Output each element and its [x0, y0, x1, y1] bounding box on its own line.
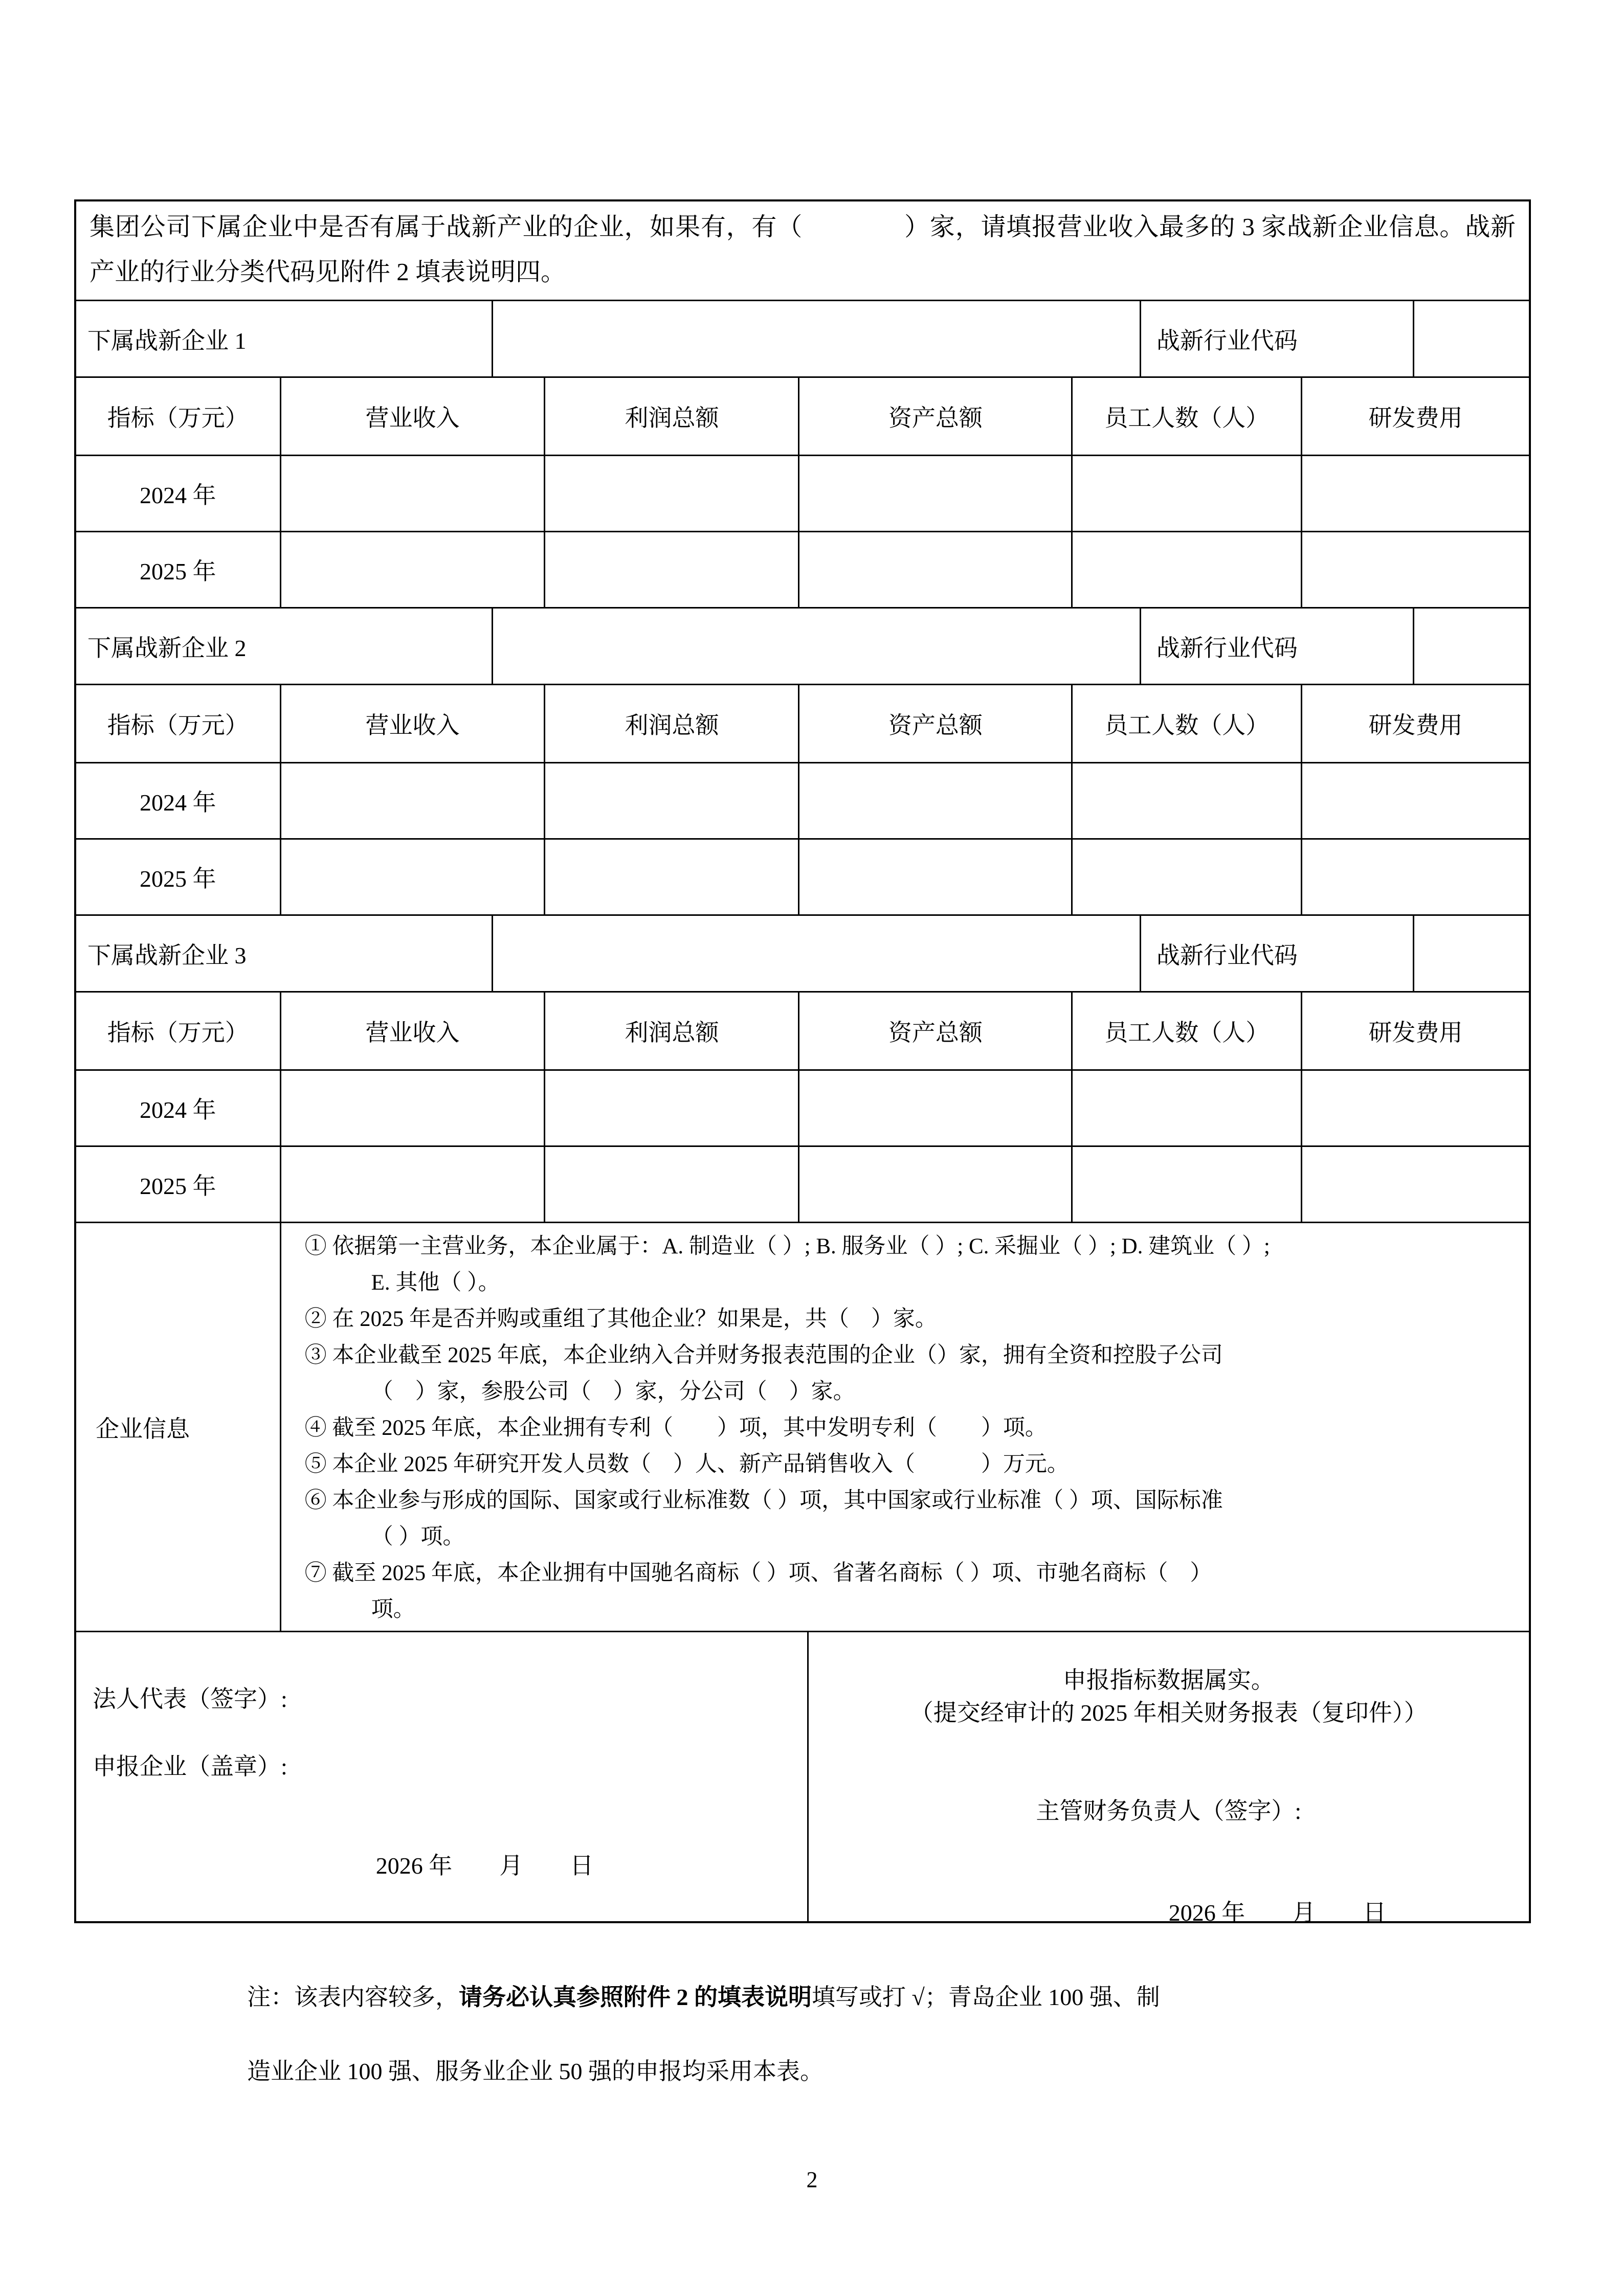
- data-cell[interactable]: [1071, 456, 1301, 531]
- revenue-header: 营业收入: [280, 378, 544, 455]
- assets-header: 资产总额: [798, 378, 1071, 455]
- industry-code-label: 战新行业代码: [1140, 916, 1413, 991]
- signature-left-cell[interactable]: [76, 1632, 807, 1921]
- footnote-line-1: [247, 1960, 1439, 2034]
- data-cell[interactable]: [544, 840, 798, 914]
- data-cell[interactable]: [280, 763, 544, 838]
- signature-row: [76, 1631, 1529, 1926]
- left-date: 2026 年 月 日: [375, 1853, 594, 1879]
- data-cell[interactable]: [798, 456, 1071, 531]
- assets-header: 资产总额: [798, 993, 1071, 1069]
- footnote: [247, 1960, 1439, 2108]
- profit-header: 利润总额: [544, 685, 798, 762]
- note-suffix: 填写或打 √；青岛企业 100 强、制: [812, 1984, 1160, 2010]
- data-cell[interactable]: [798, 840, 1071, 914]
- info-item: ③ 本企业截至 2025 年底，本企业纳入合并财务报表范围的企业（）家，拥有全资和控股子公司: [304, 1343, 1223, 1367]
- data-cell[interactable]: [280, 456, 544, 531]
- enterprise-sections: [76, 300, 1529, 1222]
- attachment-note: （提交经审计的 2025 年相关财务报表（复印件））: [909, 1700, 1428, 1726]
- company-info-row: [76, 1222, 1529, 1631]
- legal-rep-label: 法人代表（签字）:: [93, 1686, 287, 1712]
- profit-header: 利润总额: [544, 378, 798, 455]
- applicant-seal-label: 申报企业（盖章）:: [93, 1753, 287, 1780]
- data-cell[interactable]: [1301, 763, 1529, 838]
- signature-right-cell[interactable]: [807, 1632, 1529, 1926]
- data-cell[interactable]: [1301, 1071, 1529, 1145]
- enterprise-header-row: [76, 914, 1529, 991]
- data-cell[interactable]: [280, 1147, 544, 1222]
- rnd-header: 研发费用: [1301, 685, 1529, 762]
- info-item: ⑦ 截至 2025 年底，本企业拥有中国驰名商标（ ）项、省著名商标（ ）项、市驰名商标（ ）: [304, 1561, 1212, 1585]
- industry-code-blank[interactable]: [1413, 301, 1529, 376]
- footnote-line-2: 造业企业 100 强、服务业企业 50 强的申报均采用本表。: [247, 2058, 824, 2084]
- info-item-continuation: （ ）项。: [371, 1525, 465, 1549]
- industry-code-label: 战新行业代码: [1140, 609, 1413, 684]
- info-item: ⑥ 本企业参与形成的国际、国家或行业标准数（ ）项，其中国家或行业标准（ ）项、国际标准: [304, 1489, 1223, 1513]
- year-label-2024: 2024 年: [140, 482, 216, 508]
- enterprise-name-blank[interactable]: [492, 609, 1140, 684]
- industry-code-blank[interactable]: [1413, 609, 1529, 684]
- year-2025-row: [76, 838, 1529, 914]
- year-2024-row: [76, 762, 1529, 838]
- data-cell[interactable]: [280, 532, 544, 607]
- info-item-continuation: （ ）家，参股公司（ ）家，分公司（ ）家。: [371, 1380, 855, 1404]
- employees-header: 员工人数（人）: [1071, 685, 1301, 762]
- data-cell[interactable]: [798, 763, 1071, 838]
- intro-paragraph: 集团公司下属企业中是否有属于战新产业的企业，如果有，有（ ）家，请填报营业收入最多的 3 家战新企业信息。战新产业的行业分类代码见附件 2 填表说明四。: [90, 213, 1516, 286]
- info-item: ⑤ 本企业 2025 年研究开发人员数（ ）人、新产品销售收入（ ）万元。: [304, 1452, 1069, 1476]
- enterprise-name-blank[interactable]: [492, 916, 1140, 991]
- indicator-unit-header: 指标（万元）: [107, 405, 249, 431]
- data-cell[interactable]: [798, 532, 1071, 607]
- data-cell[interactable]: [544, 532, 798, 607]
- enterprise-label: 下属战新企业 3: [87, 942, 247, 969]
- indicator-unit-header: 指标（万元）: [107, 712, 249, 738]
- data-cell[interactable]: [1071, 532, 1301, 607]
- data-cell[interactable]: [544, 456, 798, 531]
- company-info-label: 企业信息: [96, 1415, 190, 1442]
- data-cell[interactable]: [1071, 1147, 1301, 1222]
- revenue-header: 营业收入: [280, 685, 544, 762]
- enterprise-label: 下属战新企业 1: [87, 327, 247, 354]
- info-item: ④ 截至 2025 年底，本企业拥有专利（ ）项，其中发明专利（ ）项。: [304, 1416, 1047, 1440]
- truth-statement: 申报指标数据属实。: [1062, 1667, 1275, 1693]
- note-bold-segment: 请务必认真参照附件 2 的填表说明: [459, 1984, 812, 2010]
- intro-row: [76, 201, 1529, 300]
- data-cell[interactable]: [544, 1071, 798, 1145]
- year-2024-row: [76, 1069, 1529, 1145]
- year-label-2025: 2025 年: [140, 866, 216, 892]
- data-cell[interactable]: [1071, 763, 1301, 838]
- data-cell[interactable]: [1301, 840, 1529, 914]
- form-table: [74, 199, 1531, 1926]
- enterprise-name-blank[interactable]: [492, 301, 1140, 376]
- company-info-content[interactable]: [280, 1223, 1529, 1631]
- year-label-2024: 2024 年: [140, 790, 216, 816]
- enterprise-header-row: [76, 300, 1529, 376]
- industry-code-label: 战新行业代码: [1140, 301, 1413, 376]
- year-label-2025: 2025 年: [140, 558, 216, 584]
- revenue-header: 营业收入: [280, 993, 544, 1069]
- data-cell[interactable]: [1301, 456, 1529, 531]
- profit-header: 利润总额: [544, 993, 798, 1069]
- page-number: 2: [806, 2167, 818, 2192]
- data-cell[interactable]: [544, 1147, 798, 1222]
- note-prefix: 注：该表内容较多，: [247, 1984, 459, 2010]
- year-2024-row: [76, 455, 1529, 531]
- rnd-header: 研发费用: [1301, 378, 1529, 455]
- info-item-continuation: E. 其他（ ）。: [371, 1271, 500, 1295]
- cfo-sign-label: 主管财务负责人（签字）:: [1036, 1798, 1302, 1824]
- data-cell[interactable]: [280, 840, 544, 914]
- data-cell[interactable]: [1301, 1147, 1529, 1222]
- data-cell[interactable]: [798, 1147, 1071, 1222]
- year-2025-row: [76, 1145, 1529, 1222]
- rnd-header: 研发费用: [1301, 993, 1529, 1069]
- data-cell[interactable]: [1071, 1071, 1301, 1145]
- metric-header-row: [76, 684, 1529, 762]
- info-item: ① 依据第一主营业务，本企业属于：A. 制造业（ ）; B. 服务业（ ）; C. 采掘业（ ）; D. 建筑业（ ）;: [304, 1234, 1270, 1258]
- data-cell[interactable]: [1301, 532, 1529, 607]
- year-label-2024: 2024 年: [140, 1097, 216, 1123]
- right-date: 2026 年 月 日: [1168, 1900, 1387, 1926]
- year-2025-row: [76, 531, 1529, 607]
- industry-code-blank[interactable]: [1413, 916, 1529, 991]
- data-cell[interactable]: [1071, 840, 1301, 914]
- metric-header-row: [76, 991, 1529, 1069]
- employees-header: 员工人数（人）: [1071, 378, 1301, 455]
- year-label-2025: 2025 年: [140, 1173, 216, 1199]
- metric-header-row: [76, 376, 1529, 455]
- data-cell[interactable]: [544, 763, 798, 838]
- info-item: ② 在 2025 年是否并购或重组了其他企业？如果是，共（ ）家。: [304, 1307, 937, 1331]
- enterprise-label: 下属战新企业 2: [87, 635, 247, 661]
- info-item-continuation: 项。: [371, 1597, 415, 1622]
- indicator-unit-header: 指标（万元）: [107, 1020, 249, 1046]
- data-cell[interactable]: [798, 1071, 1071, 1145]
- employees-header: 员工人数（人）: [1071, 993, 1301, 1069]
- assets-header: 资产总额: [798, 685, 1071, 762]
- enterprise-header-row: [76, 607, 1529, 684]
- data-cell[interactable]: [280, 1071, 544, 1145]
